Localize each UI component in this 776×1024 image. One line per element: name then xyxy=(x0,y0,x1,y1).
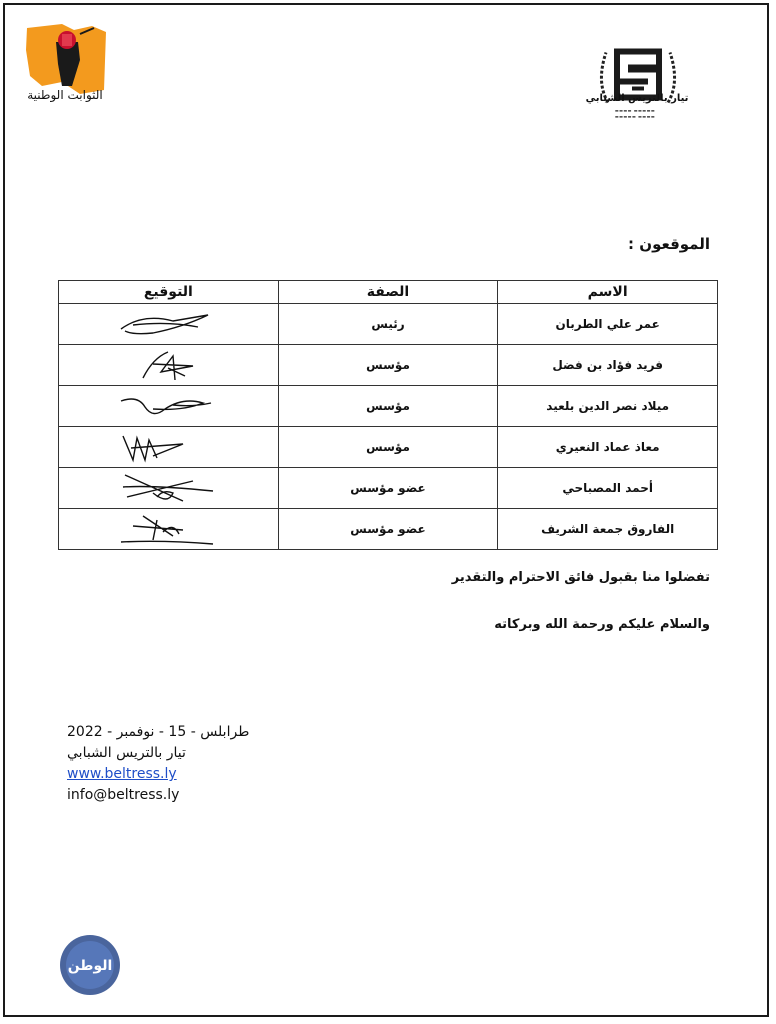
right-logo-caption: تيار بالتريس الشبابي xyxy=(585,93,689,104)
signatory-title: عضو مؤسس xyxy=(278,468,498,509)
email-text: info@beltress.ly xyxy=(67,787,180,803)
signatory-name: الفاروق جمعة الشريف xyxy=(498,509,718,550)
handwritten-signature xyxy=(113,389,223,423)
left-logo-caption: الثوابت الوطنية xyxy=(27,88,103,102)
column-header-signature: التوقيع xyxy=(59,281,279,304)
signatory-title: مؤسس xyxy=(278,345,498,386)
signatory-name: عمر علي الطربان xyxy=(498,304,718,345)
signature-cell xyxy=(59,427,279,468)
signatory-title: رئيس xyxy=(278,304,498,345)
signatories-heading: الموقعون : xyxy=(628,235,710,253)
table-row xyxy=(59,509,718,550)
signatories-table xyxy=(58,280,718,550)
signatory-title: مؤسس xyxy=(278,386,498,427)
signature-cell xyxy=(59,345,279,386)
signature-cell xyxy=(59,304,279,345)
alwasat-watermark-logo xyxy=(55,930,125,1000)
handwritten-signature xyxy=(113,307,223,341)
organization-line: تيار بالتريس الشبابي xyxy=(67,745,186,761)
table-row xyxy=(59,304,718,345)
signature-cell xyxy=(59,509,279,550)
website-link[interactable]: www.beltress.ly xyxy=(67,766,177,782)
signatory-name: معاذ عماد النعيري xyxy=(498,427,718,468)
handwritten-signature xyxy=(113,512,223,546)
closing-greeting: والسلام عليكم ورحمة الله وبركاته xyxy=(494,617,710,632)
footer-block xyxy=(67,722,249,806)
signature-cell xyxy=(59,468,279,509)
signatory-name: فريد فؤاد بن فضل xyxy=(498,345,718,386)
table-row xyxy=(59,427,718,468)
handwritten-signature xyxy=(113,348,223,382)
table-row xyxy=(59,468,718,509)
closing-regards: تفضلوا منا بقبول فائق الاحترام والتقدير xyxy=(451,570,710,585)
table-header-row xyxy=(59,281,718,304)
signatory-name: ميلاد نصر الدين بلعيد xyxy=(498,386,718,427)
handwritten-signature xyxy=(113,471,223,505)
date-line: طرابلس - 15 - نوفمبر - 2022 xyxy=(67,724,250,740)
table-row xyxy=(59,345,718,386)
signature-cell xyxy=(59,386,279,427)
right-logo-fineprint: ▬▬▬▬ ▬▬▬▬▬ ▬▬▬▬▬ ▬▬▬▬ xyxy=(614,108,656,119)
column-header-title: الصفة xyxy=(278,281,498,304)
column-header-name: الاسم xyxy=(498,281,718,304)
signatory-title: مؤسس xyxy=(278,427,498,468)
handwritten-signature xyxy=(113,430,223,464)
watermark-text: الوطن xyxy=(67,958,113,974)
table-row xyxy=(59,386,718,427)
signatory-title: عضو مؤسس xyxy=(278,509,498,550)
signatory-name: أحمد المصباحي xyxy=(498,468,718,509)
